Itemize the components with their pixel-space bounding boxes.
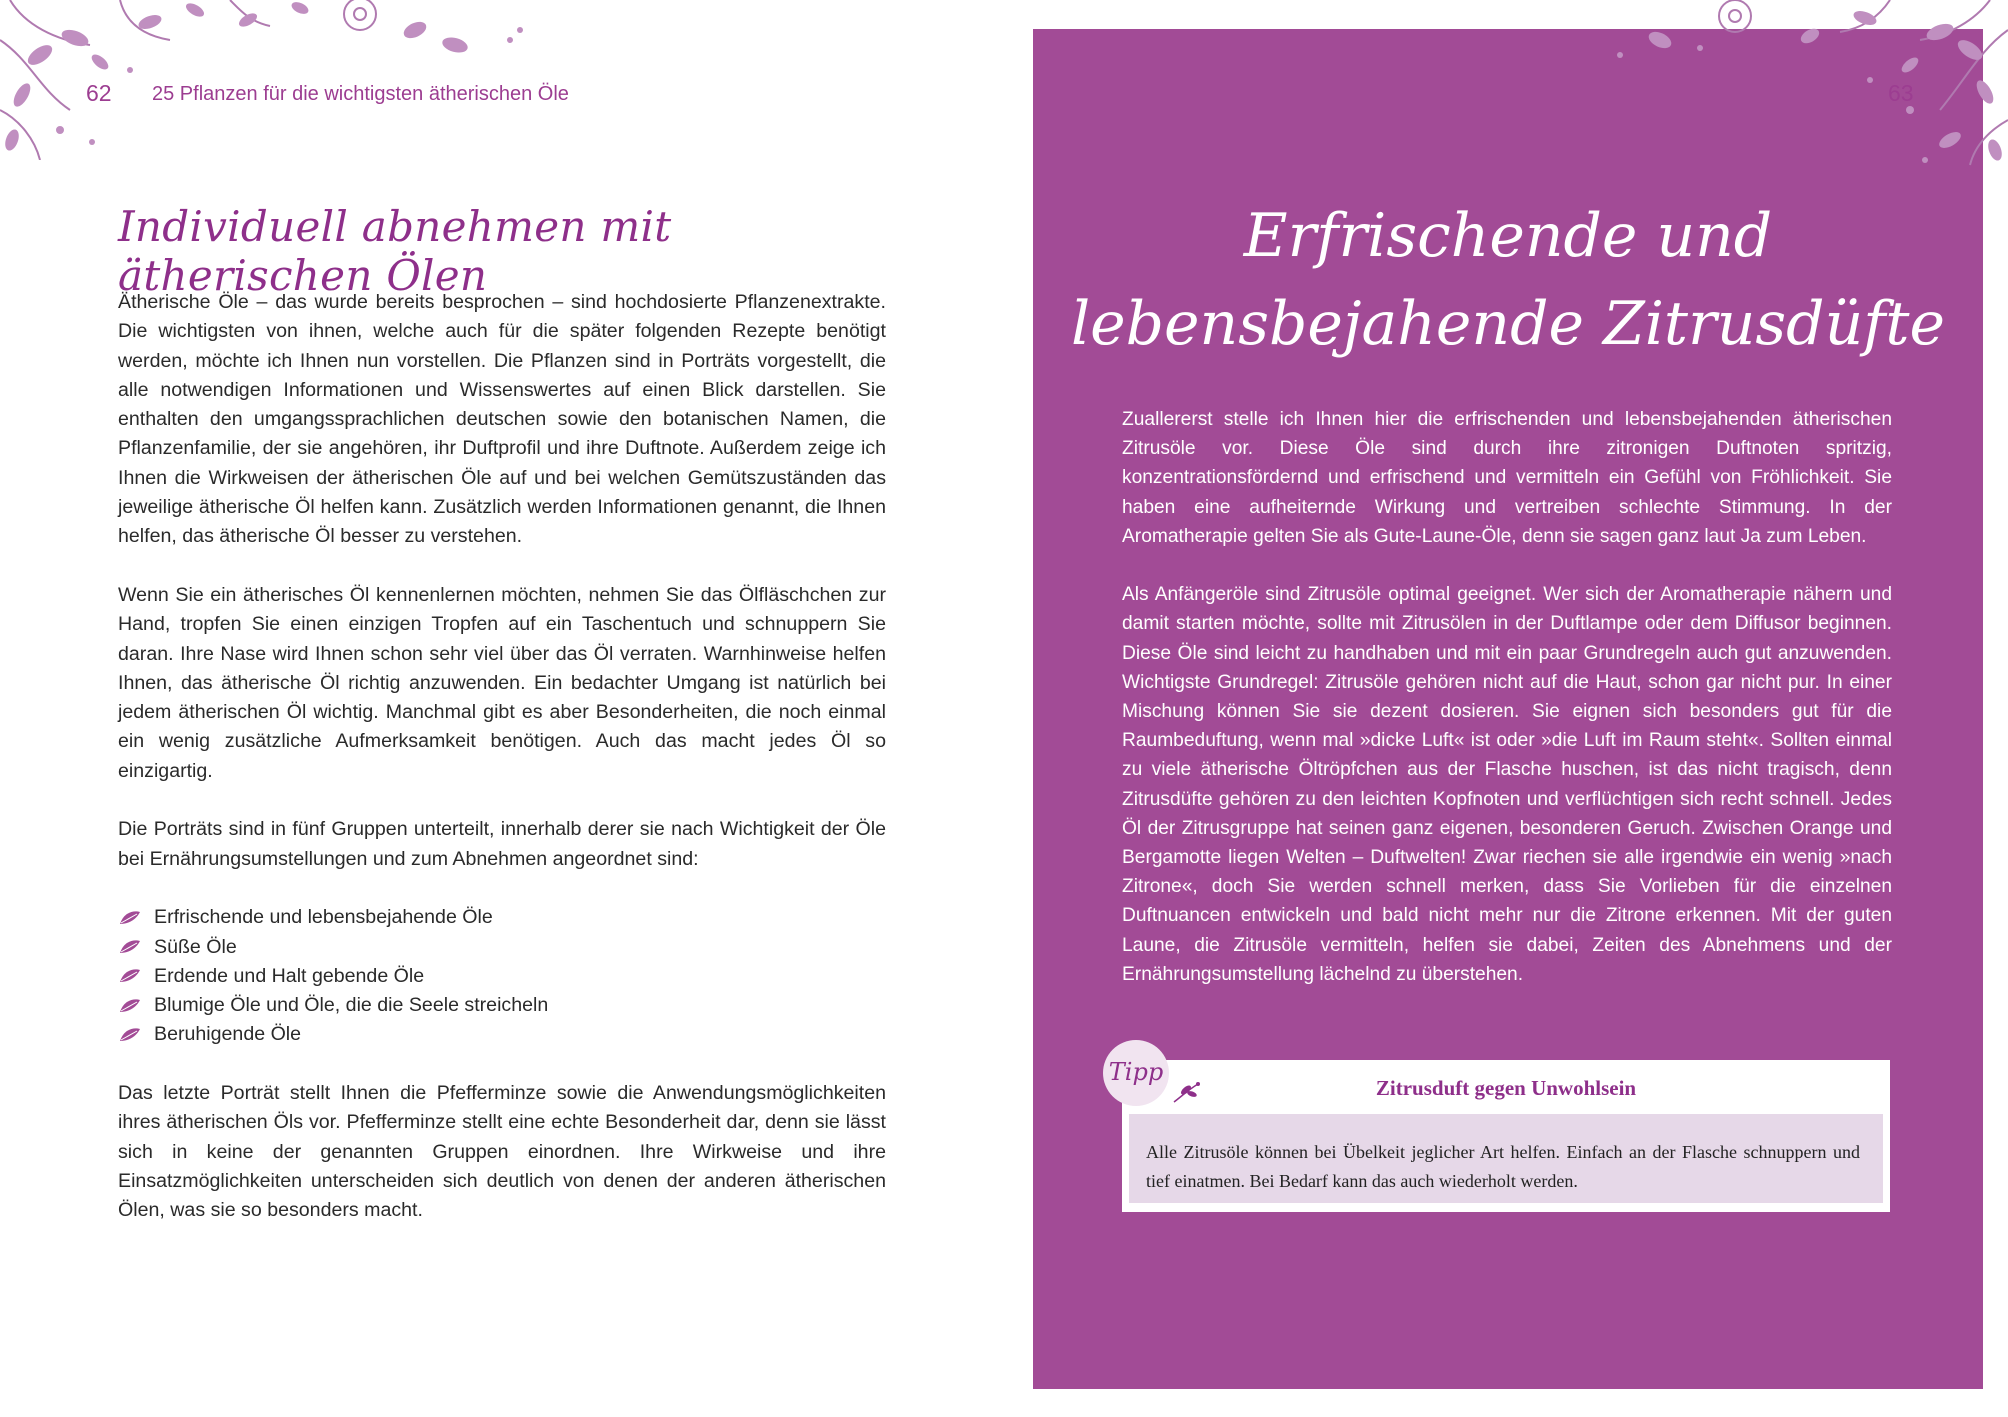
list-item-label: Erdende und Halt gebende Öle — [154, 964, 425, 987]
leaf-bullet-icon — [118, 939, 142, 955]
list-item-label: Erfrischende und lebensbejahende Öle — [154, 906, 493, 929]
list-item — [118, 1020, 886, 1049]
paragraph: Wenn Sie ein ätherisches Öl kennenlernen möchten, nehmen Sie das Ölfläschchen zur Hand, tropfen Sie einen einzigen Tropfen auf ein Taschentuch und schnuppern Sie daran. Ihre Nase wird Ihnen schon sehr viel über das Öl verraten. Warnhinweise helfen Ihnen, das ätherische Öl richtig anzuwenden. Ein bedachter Umgang ist natürlich bei jedem ätherischen Öl wichtig. Manchmal gibt es aber Besonderheiten, die noch einmal ein wenig zusätzliche Aufmerksamkeit benötigen. Auch das macht jedes Öl so einzigartig. — [118, 583, 886, 782]
leaf-bullet-icon — [118, 1027, 142, 1043]
paragraph: Zuallererst stelle ich Ihnen hier die erfrischenden und lebensbejahenden ätherischen Zitrusöle vor. Diese Öle sind durch ihre zitronigen Duftnoten spritzig, konzentrationsfördernd und erfrischend und vermitteln ein Gefühl von Fröhlichkeit. Sie haben eine aufheiternde Wirkung und vertreiben schlechte Stimmung. In der Aromatherapie gelten Sie als Gute-Laune-Öle, denn sie sagen ganz laut Ja zum Leben. — [1122, 409, 1892, 547]
page-number-left: 62 — [86, 80, 112, 106]
running-head: 25 Pflanzen für die wichtigsten ätherischen Öle — [152, 83, 569, 105]
leaf-bullet-icon — [118, 998, 142, 1014]
right-page-title — [1033, 192, 1983, 368]
tip-text: Alle Zitrusöle können bei Übelkeit jeglicher Art helfen. Einfach an der Flasche schnuppern und tief einatmen. Bei Bedarf kann das auch wiederholt werden. — [1146, 1142, 1860, 1191]
list-item-label: Süße Öle — [154, 935, 237, 958]
floral-ornament-top-right — [1470, 0, 2008, 170]
page-number-right: 63 — [1888, 80, 1914, 106]
list-item-label: Beruhigende Öle — [154, 1023, 302, 1046]
list-item-label: Blumige Öle und Öle, die die Seele streicheln — [154, 994, 549, 1017]
right-page-body — [1122, 405, 1892, 1018]
sprig-icon — [1172, 1080, 1202, 1106]
tip-badge — [1103, 1040, 1169, 1106]
paragraph: Die Porträts sind in fünf Gruppen unterteilt, innerhalb derer sie nach Wichtigkeit der Öle bei Ernährungsumstellungen und zum Abnehmen angeordnet sind: — [118, 818, 886, 870]
list-item — [118, 933, 886, 962]
list-item — [118, 903, 886, 932]
paragraph: Das letzte Porträt stellt Ihnen die Pfefferminze sowie die Anwendungsmöglichkeiten ihres ätherischen Öls vor. Pfefferminze stellt eine echte Besonderheit dar, denn sie lässt sich in keine der genannten Gruppen einordnen. Ihre Wirkweise und ihre Einsatzmöglichkeiten unterscheiden sich deutlich von denen der anderen ätherischen Ölen, was sie so besonders macht. — [118, 1082, 886, 1222]
leaf-bullet-icon — [118, 910, 142, 926]
tip-badge-label: Tipp — [1108, 1058, 1164, 1086]
leaf-bullet-icon — [118, 968, 142, 984]
group-list — [118, 903, 886, 1049]
tip-heading: Zitrusduft gegen Unwohlsein — [1375, 1076, 1637, 1100]
paragraph: Als Anfängeröle sind Zitrusöle optimal geeignet. Wer sich der Aromatherapie nähern und damit starten möchte, sollte mit Zitrusölen in der Duftlampe oder dem Diffusor beginnen. Diese Öle sind leicht zu handhaben und mit ein paar Grundregeln auch gut anzuwenden. Wichtigste Grundregel: Zitrusöle gehören nicht auf die Haut, schon gar nicht pur. In einer Mischung können Sie sie dezent dosieren. Sie eignen sich besonders gut für die Raumbeduftung, wenn mal »dicke Luft« ist oder »die Luft im Raum steht«. Sollten einmal zu viele ätherische Öltröpfchen aus der Flasche huschen, ist das nicht tragisch, denn Zitrusdüfte gehören zu den leichten Kopfnoten und verflüchtigen sich recht schnell. Jedes Öl der Zitrusgruppe hat seinen ganz eigenen, besonderen Geruch. Zwischen Orange und Bergamotte liegen Welten – Duftwelten! Zwar riechen sie alle irgendwie ein wenig »nach Zitrone«, doch Sie werden schnell merken, dass Sie Vorlieben für die einzelnen Duftnuancen entwickeln und bald nicht mehr nur die Zitrone erkennen. Mit der guten Laune, die Zitrusöle vermitteln, helfen sie dabei, Zeiten des Abnehmens und der Ernährungsumstellung lächelnd zu überstehen. — [1122, 584, 1892, 985]
left-page-title: Individuell abnehmen mit ätherischen Ölen — [118, 202, 672, 300]
list-item — [118, 962, 886, 991]
title-line: Erfrischende und — [1243, 201, 1773, 271]
list-item — [118, 991, 886, 1020]
title-line: lebensbejahende Zitrusdüfte — [1070, 289, 1946, 359]
paragraph: Ätherische Öle – das wurde bereits besprochen – sind hochdosierte Pflanzenextrakte. Die wichtigsten von ihnen, welche auch für die später folgenden Rezepte benötigt werden, möchte ich Ihnen nun vorstellen. Die Pflanzen sind in Porträts vorgestellt, die alle notwendigen Informationen und Wissenswertes auf einen Blick darstellen. Sie enthalten den umgangssprachlichen deutschen sowie den botanischen Namen, die Pflanzenfamilie, der sie angehören, ihr Duftprofil und ihre Duftnote. Außerdem zeige ich Ihnen die Wirkweisen der ätherischen Öle auf und bei welchen Gemütszuständen das jeweilige ätherische Öl helfen kann. Zusätzlich werden Informationen genannt, die Ihnen helfen, das ätherische Öl besser zu verstehen. — [118, 291, 886, 548]
left-page-body — [118, 288, 886, 1255]
tip-box — [1122, 1060, 1890, 1212]
